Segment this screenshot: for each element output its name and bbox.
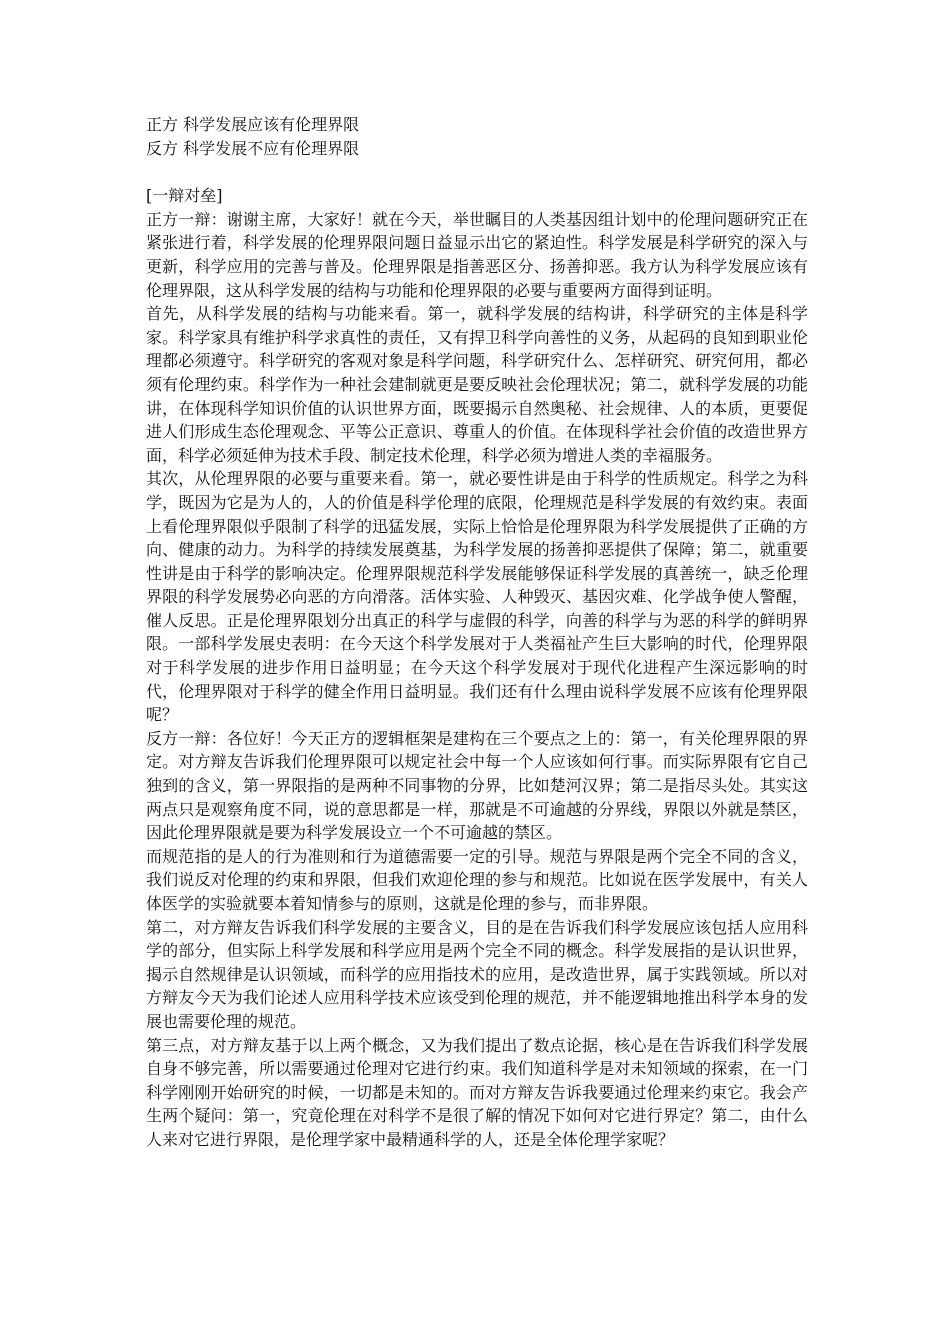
paragraph-norms-vs-limits: 而规范指的是人的行为准则和行为道德需要一定的引导。规范与界限是两个完全不同的含义，我们说反对伦理的约束和界限，但我们欢迎伦理的参与和规范。比如说在医学发展中，有关人体医学的实验就要本着知情参与的原则，这就是伦理的参与，而非界限。 [146,846,808,913]
paragraph-pro-first-speaker: 正方一辩：谢谢主席，大家好！就在今天，举世瞩目的人类基因组计划中的伦理问题研究正在紧张进行着，科学发展的伦理界限问题日益显示出它的紧迫性。科学发展是科学研究的深入与更新，科学应用的完善与普及。伦理界限是指善恶区分、扬善抑恶。我方认为科学发展应该有伦理界限，这从科学发展的结构与功能和伦理界限的必要与重要两方面得到证明。 [146,209,808,300]
paragraph-third-point: 第三点，对方辩友基于以上两个概念，又为我们提出了数点论据，核心是在告诉我们科学发展自身不够完善，所以需要通过伦理对它进行约束。我们知道科学是对未知领域的探索，在一门科学刚刚开始研究的时候，一切都是未知的。而对方辩友告诉我要通过伦理来约束它。我会产生两个疑问：第一，究竟伦理在对科学不是很了解的情况下如何对它进行界定？第二，由什么人来对它进行界限，是伦理学家中最精通科学的人，还是全体伦理学家呢？ [146,1035,808,1149]
pro-side-motion: 正方 科学发展应该有伦理界限 [146,115,360,134]
paragraph-necessity-importance: 其次，从伦理界限的必要与重要来看。第一，就必要性讲是由于科学的性质规定。科学之为科学，既因为它是为人的，人的价值是科学伦理的底限，伦理规范是科学发展的有效约束。表面上看伦理界限似乎限制了科学的迅猛发展，实际上恰恰是伦理界限为科学发展提供了正确的方向、健康的动力。为科学的持续发展奠基，为科学发展的扬善抑恶提供了保障；第二，就重要性讲是由于科学的影响决定。伦理界限规范科学发展能够保证科学发展的真善统一，缺乏伦理界限的科学发展势必向恶的方向滑落。活体实验、人种毁灭、基因灾难、化学战争使人警醒，催人反思。正是伦理界限划分出真正的科学与虚假的科学，向善的科学与为恶的科学的鲜明界限。一部科学发展史表明：在今天这个科学发展对于人类福祉产生巨大影响的时代，伦理界限对于科学发展的进步作用日益明显；在今天这个科学发展对于现代化进程产生深远影响的时代，伦理界限对于科学的健全作用日益明显。我们还有什么理由说科学发展不应该有伦理界限呢？ [146,469,808,725]
spacer [146,160,808,184]
section-title: [一辩对垒] [146,186,223,206]
paragraph-second-point: 第二，对方辩友告诉我们科学发展的主要含义，目的是在告诉我们科学发展应该包括人应用科学的部分，但实际上科学发展和科学应用是两个完全不同的概念。科学发展指的是认识世界，揭示自然规律是认识领域，而科学的应用指技术的应用，是改造世界，属于实践领域。所以对方辩友今天为我们论述人应用科学技术应该受到伦理的规范，并不能逻辑地推出科学本身的发展也需要伦理的规范。 [146,917,808,1031]
paragraph-con-first-speaker: 反方一辩：各位好！今天正方的逻辑框架是建构在三个要点之上的：第一，有关伦理界限的界定。对方辩友告诉我们伦理界限可以规定社会中每一个人应该如何行事。而实际界限有它自己独到的含义，第一界限指的是两种不同事物的分界，比如楚河汉界；第二是指尽头处。其实这两点只是观察角度不同，说的意思都是一样，那就是不可逾越的分界线，界限以外就是禁区，因此伦理界限就是要为科学发展设立一个不可逾越的禁区。 [146,728,808,843]
con-side-motion: 反方 科学发展不应有伦理界限 [146,138,360,158]
document-page [146,113,808,1152]
paragraph-structure-function: 首先，从科学发展的结构与功能来看。第一，就科学发展的结构讲，科学研究的主体是科学家。科学家具有维护科学求真性的责任，又有捍卫科学向善性的义务，从起码的良知到职业伦理都必须遵守。科学研究的客观对象是科学问题，科学研究什么、怎样研究、研究何用，都必须有伦理约束。科学作为一种社会建制就更是要反映社会伦理状况；第二，就科学发展的功能讲，在体现科学知识价值的认识世界方面，既要揭示自然奥秘、社会规律、人的本质，更要促进人们形成生态伦理观念、平等公正意识、尊重人的价值。在体现科学社会价值的改造世界方面，科学必须延伸为技术手段、制定技术伦理，科学必须为增进人类的幸福服务。 [146,304,808,465]
